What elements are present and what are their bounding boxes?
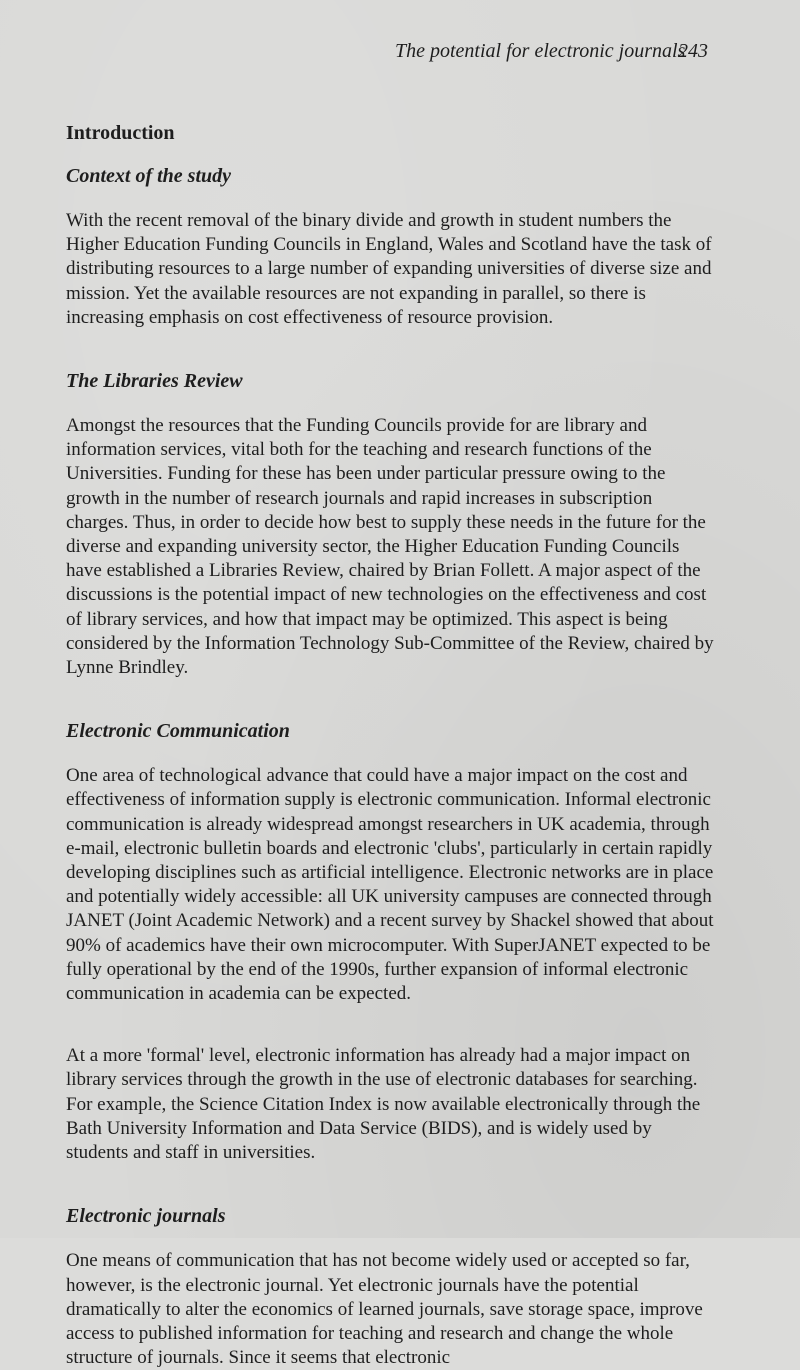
subsection-title-electronic-journals: Electronic journals bbox=[66, 1205, 226, 1228]
paragraph-context: With the recent removal of the binary divide and growth in student numbers the Higher Education Funding Councils in England, Wales and Scotland have the task of distributing resources to a large number of expanding universities of diverse size and mission. Yet the available resources are not expanding in parallel, so there is increasing emphasis on cost effectiveness of resource provision. bbox=[66, 210, 712, 328]
paragraph-electronic-communication-1: One area of technological advance that could have a major impact on the cost and effectiveness of information supply is electronic communication. Informal electronic communication is already widespread amongst researchers in UK academia, through e-mail, electronic bulletin boards and electronic 'clubs', particularly in certain rapidly developing disciplines such as artificial intelligence. Electronic networks are in place and potentially widely accessible: all UK university campuses are connected through JANET (Joint Academic Network) and a recent survey by Shackel showed that about 90% of academics have their own microcomputer. With SuperJANET expected to be fully operational by the end of the 1990s, further expansion of informal electronic communication in academia can be expected. bbox=[66, 765, 714, 1005]
subsection-title-context: Context of the study bbox=[66, 165, 232, 187]
paragraph-electronic-communication-2: At a more 'formal' level, electronic information has already had a major impact on library services through the growth in the use of electronic databases for searching. For example, the Science Citation Index is now available electronically through the Bath University Information and Data Service (BIDS), and is widely used by students and staff in universities. bbox=[66, 1045, 701, 1164]
article-body bbox=[66, 120, 718, 1370]
running-title: The potential for electronic journals bbox=[395, 40, 686, 62]
page-number: 243 bbox=[678, 40, 708, 62]
section-title-introduction: Introduction bbox=[66, 122, 175, 144]
subsection-title-electronic-communication: Electronic Communication bbox=[66, 720, 290, 743]
paragraph-electronic-journals: One means of communication that has not become widely used or accepted so far, however, is the electronic journal. Yet electronic journals have the potential dramatically to alter the economics of learned journals, save storage space, improve access to published information for teaching and research and change the whole structure of journals. Since it seems that electronic bbox=[66, 1250, 703, 1369]
paragraph-libraries-review: Amongst the resources that the Funding Councils provide for are library and information services, vital both for the teaching and research functions of the Universities. Funding for these has been under particular pressure owing to the growth in the number of research journals and rapid increases in subscription charges. Thus, in order to decide how best to supply these needs in the future for the diverse and expanding university sector, the Higher Education Funding Councils have established a Libraries Review, chaired by Brian Follett. A major aspect of the discussions is the potential impact of new technologies on the effectiveness and cost of library services, and how that impact may be optimized. This aspect is being considered by the Information Technology Sub-Committee of the Review, chaired by Lynne Brindley. bbox=[66, 415, 714, 679]
subsection-title-libraries-review: The Libraries Review bbox=[66, 370, 243, 393]
running-header bbox=[395, 38, 735, 64]
